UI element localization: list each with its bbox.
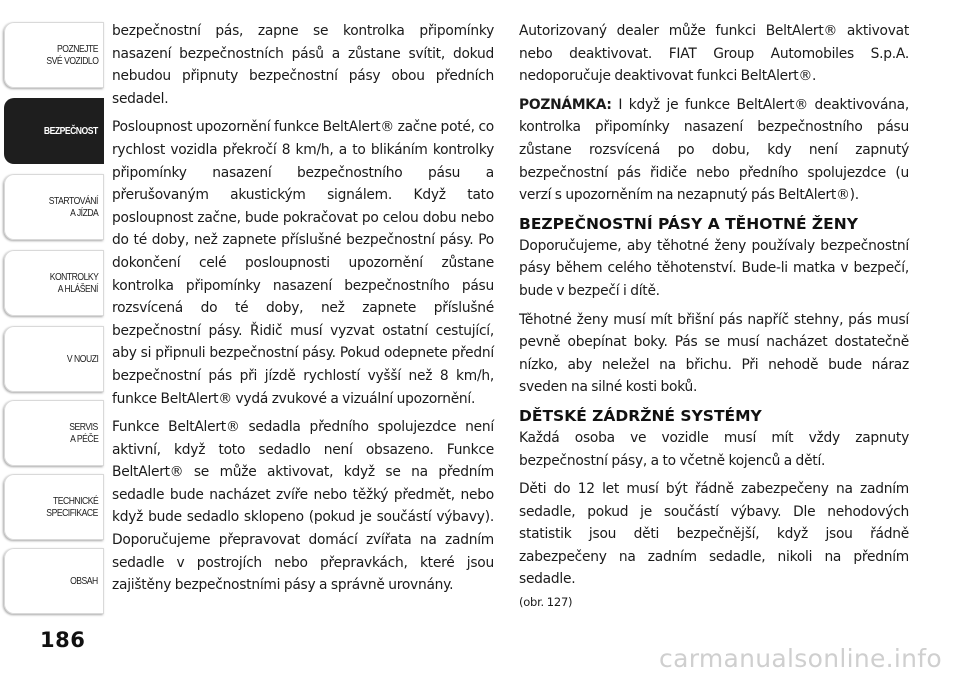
paragraph: bezpečnostní pás, zapne se kontrolka připomínky nasazení bezpečnostních pásů a zůstane svítit, dokud nebudou připnuty bezpečnostní pásy obou předních sedadel. — [112, 23, 494, 107]
figure-reference[interactable]: (obr. 127) — [519, 595, 573, 610]
paragraph: Doporučujeme, aby těhotné ženy používaly bezpečnostní pásy během celého těhotenství. Bude-li matka v bezpečí, bude v bezpečí i dítě. — [519, 237, 909, 299]
tab-servis-a-pece[interactable] — [4, 400, 104, 466]
tab-label: POZNEJTE — [56, 43, 98, 55]
chapter-tabs — [0, 22, 104, 602]
tab-label: BEZPEČNOST — [44, 125, 98, 137]
paragraph: Funkce BeltAlert® sedadla předního spolujezdce není aktivní, když toto sedadlo není obsazeno. Funkce BeltAlert® se může aktivovat, když se na předním sedadle bude nacházet zvíře nebo těžký předmět, nebo když bude sedadlo sklopeno (pokud je součástí výbavy). Doporučujeme přepravovat domácí zvířata na zadním sedadle v postrojích nebo přepravkách, které jsou zajištěny bezpečnostními pásy a správně urovnány. — [112, 419, 494, 594]
tab-startovani-a-jizda[interactable] — [4, 174, 104, 240]
paragraph — [519, 478, 909, 614]
tab-label: A HLÁŠENÍ — [57, 283, 98, 295]
tab-label: A JÍZDA — [69, 207, 98, 219]
page-number: 186 — [40, 628, 86, 652]
tab-technicke-specifikace[interactable] — [4, 474, 104, 540]
tab-v-nouzi[interactable] — [4, 326, 104, 392]
paragraph: Autorizovaný dealer může funkci BeltAlert® aktivovat nebo deaktivovat. FIAT Group Automobiles S.p.A. nedoporučuje deaktivovat funkci BeltAlert®. — [519, 23, 909, 85]
tab-label: KONTROLKY — [49, 271, 98, 283]
paragraph-text: Děti do 12 let musí být řádně zabezpečeny na zadním sedadle, pokud je součástí výbavy. Dle nehodových statistik jsou děti bezpečnější, když jsou řádně zabezpečeny na zadním sedadle, nikoli na předním sedadle. — [519, 481, 909, 588]
paragraph: Každá osoba ve vozidle musí mít vždy zapnuty bezpečnostní pásy, a to včetně kojenců a dětí. — [519, 429, 909, 469]
tab-label: SVÉ VOZIDLO — [45, 55, 98, 67]
tab-label: TECHNICKÉ — [52, 495, 98, 507]
paragraph: Posloupnost upozornění funkce BeltAlert® začne poté, co rychlost vozidla překročí 8 km/h, a to blikáním kontrolky připomínky nasazení bezpečnostního pásu a přerušovaným akustickým signálem. Když tato posloupnost začne, bude pokračovat po celou dobu nebo do té doby, než zapnete příslušné bezpečnostní pásy. Po dokončení celé posloupnosti upozornění zůstane kontrolka připomínky nasazení bezpečnostního pásu rozsvícená do té doby, než zapnete příslušné bezpečnostní pásy. Řidič musí vyzvat ostatní cestující, aby si připnuli bezpečnostní pásy. Pokud odepnete přední bezpečnostní pás při jízdě rychlostí vyšší než 8 km/h, funkce BeltAlert® vydá zvukové a vizuální upozornění. — [112, 119, 494, 407]
note-text: I když je funkce BeltAlert® deaktivována, kontrolka připomínky nasazení bezpečnostního pásu zůstane rozsvícená po dobu, kdy není zapnutý bezpečnostní pás řidiče nebo předního spolujezdce (u verzí s upozorněním na nezapnutý pás BeltAlert®). — [519, 96, 909, 204]
note-label: POZNÁMKA: — [519, 96, 612, 113]
tab-poznejte-sve-vozidlo[interactable] — [4, 22, 104, 88]
section-heading-child-restraints: DĚTSKÉ ZÁDRŽNÉ SYSTÉMY — [519, 406, 762, 425]
tab-label: OBSAH — [70, 575, 98, 587]
tab-label: SPECIFIKACE — [46, 507, 98, 519]
paragraph: Těhotné ženy musí mít břišní pás napříč stehny, pás musí pevně obepínat boky. Pás se musí nacházet dostatečně nízko, aby neležel na břichu. Při nehodě bude náraz sveden na silné kosti boků. — [519, 311, 909, 396]
tab-label: SERVIS — [69, 421, 98, 433]
right-text-column — [519, 20, 909, 620]
tab-kontrolky-a-hlaseni[interactable] — [4, 250, 104, 316]
tab-label: A PÉČE — [69, 433, 98, 445]
tab-label: V NOUZI — [66, 353, 98, 365]
watermark: carmanualsonline.info — [659, 644, 942, 673]
left-text-column — [112, 20, 494, 603]
section-heading-pregnant-women: BEZPEČNOSTNÍ PÁSY A TĚHOTNÉ ŽENY — [519, 214, 858, 233]
note-paragraph — [519, 94, 909, 207]
tab-bezpecnost[interactable] — [4, 98, 104, 164]
tab-label: STARTOVÁNÍ — [48, 195, 98, 207]
tab-obsah[interactable] — [4, 548, 104, 614]
